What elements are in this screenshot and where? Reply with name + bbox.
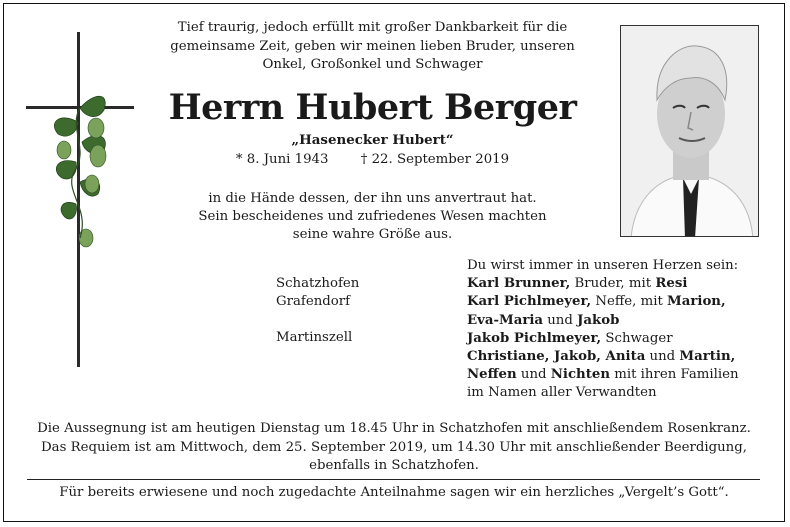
mourner-line-5: Christiane, Jakob, Anita und Martin, <box>467 349 736 365</box>
intro-line-1: Tief traurig, jedoch erfüllt mit großer Dankbarkeit für die <box>177 20 568 35</box>
death-date: † 22. September 2019 <box>360 152 510 167</box>
mourner-line-1: Karl Brunner, Bruder, mit Resi <box>467 276 688 292</box>
deceased-nickname: „Hasenecker Hubert“ <box>291 132 454 148</box>
birth-date: * 8. Juni 1943 <box>235 152 329 167</box>
place-schatzhofen: Schatzhofen <box>276 276 360 291</box>
funeral-line-2: Das Requiem ist am Mittwoch, dem 25. September 2019, um 14.30 Uhr mit anschließender Beerdigung, <box>41 439 747 455</box>
verse-line-1: in die Hände dessen, der ihn uns anvertraut hat. <box>208 191 537 206</box>
verse-line-2: Sein bescheidenes und zufriedenes Wesen machten <box>198 209 547 224</box>
cross-with-hops-icon <box>24 32 136 367</box>
intro-line-3: Onkel, Großonkel und Schwager <box>262 57 483 72</box>
deceased-name: Herrn Hubert Berger <box>168 87 577 128</box>
verse-text <box>150 190 595 244</box>
place-grafendorf: Grafendorf <box>276 294 351 309</box>
mourner-line-7: im Namen aller Verwandten <box>467 385 657 401</box>
mourner-line-4: Jakob Pichlmeyer, Schwager <box>467 330 673 346</box>
portrait-photo <box>620 25 759 237</box>
thanks-text: Für bereits erwiesene und noch zugedachte Anteilnahme sagen wir ein herzliches „Vergelt’s Gott“. <box>59 485 729 500</box>
mourner-line-2: Karl Pichlmeyer, Neffe, mit Marion, <box>467 294 726 310</box>
mourners-list <box>467 257 739 403</box>
life-dates <box>150 152 595 167</box>
verse-line-3: seine wahre Größe aus. <box>292 227 453 242</box>
intro-line-2: gemeinsame Zeit, geben wir meinen lieben Bruder, unseren <box>170 38 575 54</box>
funeral-line-3: ebenfalls in Schatzhofen. <box>309 458 479 473</box>
intro-text <box>150 19 595 75</box>
funeral-info <box>18 420 770 476</box>
mourners-heading: Du wirst immer in unseren Herzen sein: <box>467 258 739 273</box>
mourner-line-6: Neffen und Nichten mit ihren Familien <box>467 367 739 383</box>
funeral-line-1: Die Aussegnung ist am heutigen Dienstag um 18.45 Uhr in Schatzhofen mit anschließendem Rosenkranz. <box>37 421 751 436</box>
mourner-line-3: Eva-Maria und Jakob <box>467 312 620 328</box>
place-martinszell: Martinszell <box>276 330 353 345</box>
divider <box>27 479 760 480</box>
